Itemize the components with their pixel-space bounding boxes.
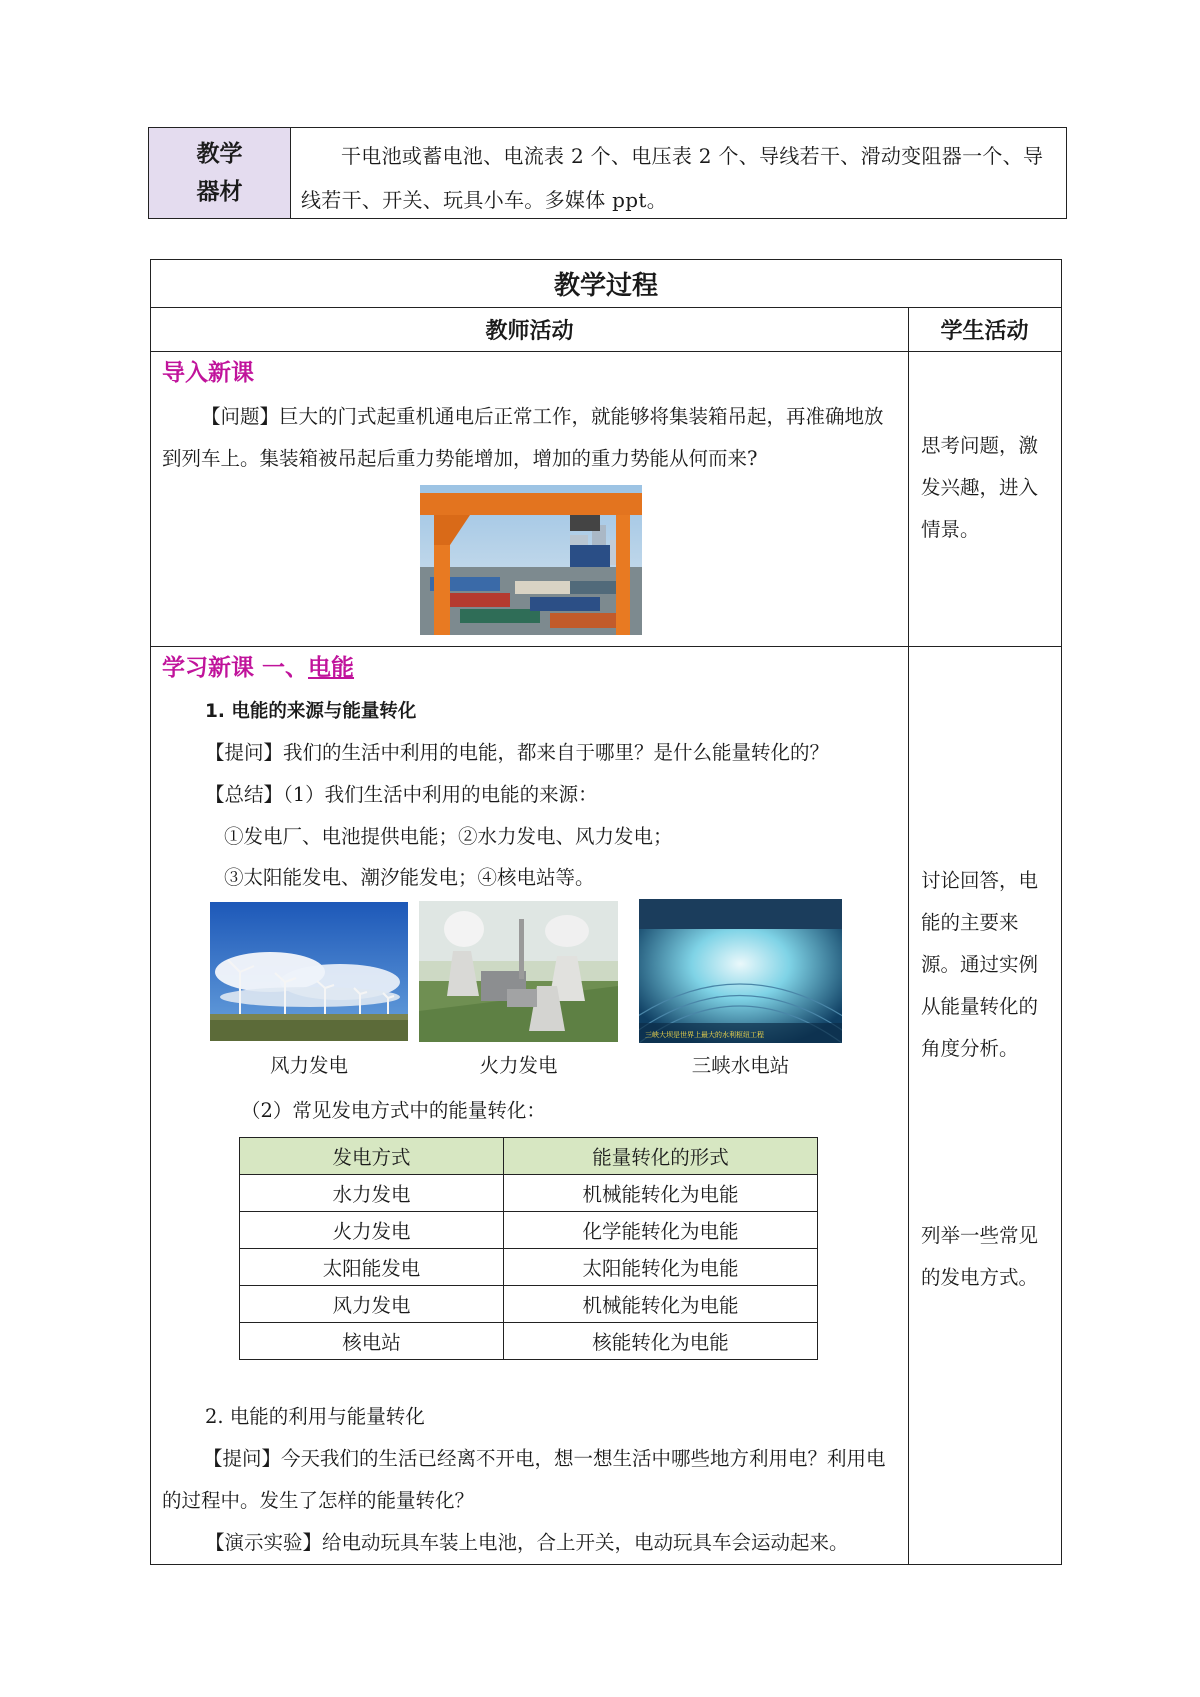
student-activity-methods: 列举一些常见的发电方式。 [921, 1224, 1039, 1289]
caption-hydro: 三峡水电站 [691, 1054, 790, 1077]
table-row [240, 1249, 818, 1286]
col-teacher: 教师活动 [485, 317, 574, 344]
table-row [240, 1323, 818, 1360]
new-lesson-heading-topic-b: 电能 [308, 654, 355, 681]
column-divider [908, 307, 909, 1564]
intro-question: 【问题】巨大的门式起重机通电后正常工作，就能够将集装箱吊起，再准确地放到列车上。集装箱被吊起后重力势能增加，增加的重力势能从何而来? [162, 405, 884, 470]
demo-experiment: 【演示实验】给电动玩具车装上电池，合上开关，电动玩具车会运动起来。 [205, 1531, 849, 1554]
table-cell: 核电站 [240, 1323, 504, 1360]
table-cell: 核能转化为电能 [504, 1323, 818, 1360]
table-cell: 水力发电 [240, 1175, 504, 1212]
source-line-2: ③太阳能发电、潮汐能发电；④核电站等。 [224, 866, 595, 889]
subheading-1: 1. 电能的来源与能量转化 [205, 701, 417, 722]
equipment-label-line1: 教学 [196, 140, 243, 167]
caption-thermal: 火力发电 [479, 1054, 558, 1077]
wind-power-photo [210, 902, 408, 1041]
generation-table [239, 1137, 818, 1360]
caption-wind: 风力发电 [269, 1054, 348, 1077]
source-line-1: ①发电厂、电池提供电能；②水力发电、风力发电； [224, 825, 673, 848]
new-lesson-heading-prefix: 学习新课 [162, 654, 263, 681]
thermal-power-photo [419, 901, 618, 1042]
table-cell: 机械能转化为电能 [504, 1286, 818, 1323]
table-header-conversion: 能量转化的形式 [504, 1138, 818, 1175]
table-cell: 太阳能转化为电能 [504, 1249, 818, 1286]
equipment-label-line2: 器材 [196, 178, 243, 205]
table-header-method: 发电方式 [240, 1138, 504, 1175]
subheading-2: 2. 电能的利用与能量转化 [205, 1405, 425, 1428]
summary-2: （2）常见发电方式中的能量转化： [241, 1099, 546, 1122]
gantry-crane-photo [420, 485, 642, 635]
student-activity-intro: 思考问题，激发兴趣，进入情景。 [921, 434, 1039, 541]
col-student: 学生活动 [940, 317, 1029, 344]
table-cell: 火力发电 [240, 1212, 504, 1249]
table-header-row [240, 1138, 818, 1175]
table-cell: 风力发电 [240, 1286, 504, 1323]
new-lesson-heading [162, 649, 354, 682]
divider [151, 351, 1061, 352]
table-cell: 机械能转化为电能 [504, 1175, 818, 1212]
summary-1: 【总结】（1）我们生活中利用的电能的来源： [205, 783, 598, 806]
three-gorges-photo [639, 899, 842, 1043]
equipment-table [148, 127, 1067, 219]
ask-1: 【提问】我们的生活中利用的电能，都来自于哪里？是什么能量转化的？ [205, 741, 830, 764]
table-row [240, 1286, 818, 1323]
table-row [240, 1175, 818, 1212]
table-cell: 化学能转化为电能 [504, 1212, 818, 1249]
process-table [150, 259, 1062, 1565]
equipment-text: 干电池或蓄电池、电流表 2 个、电压表 2 个、导线若干、滑动变阻器一个、导线若干、开关、玩具小车。多媒体 ppt。 [301, 144, 1044, 212]
table-row [240, 1212, 818, 1249]
process-title: 教学过程 [553, 271, 658, 301]
equipment-label [149, 128, 291, 218]
student-activity-sources: 讨论回答，电能的主要来源。通过实例从能量转化的角度分析。 [921, 869, 1039, 1060]
table-cell: 太阳能发电 [240, 1249, 504, 1286]
intro-heading: 导入新课 [162, 359, 254, 386]
new-lesson-heading-topic-a: 一、 [262, 654, 309, 681]
ask-2: 【提问】今天我们的生活已经离不开电，想一想生活中哪些地方利用电？利用电的过程中。发生了怎样的能量转化？ [162, 1447, 886, 1512]
three-gorges-overlay-text: 三峡大坝是世界上最大的水利枢纽工程 [645, 1031, 764, 1039]
divider [151, 646, 1061, 647]
